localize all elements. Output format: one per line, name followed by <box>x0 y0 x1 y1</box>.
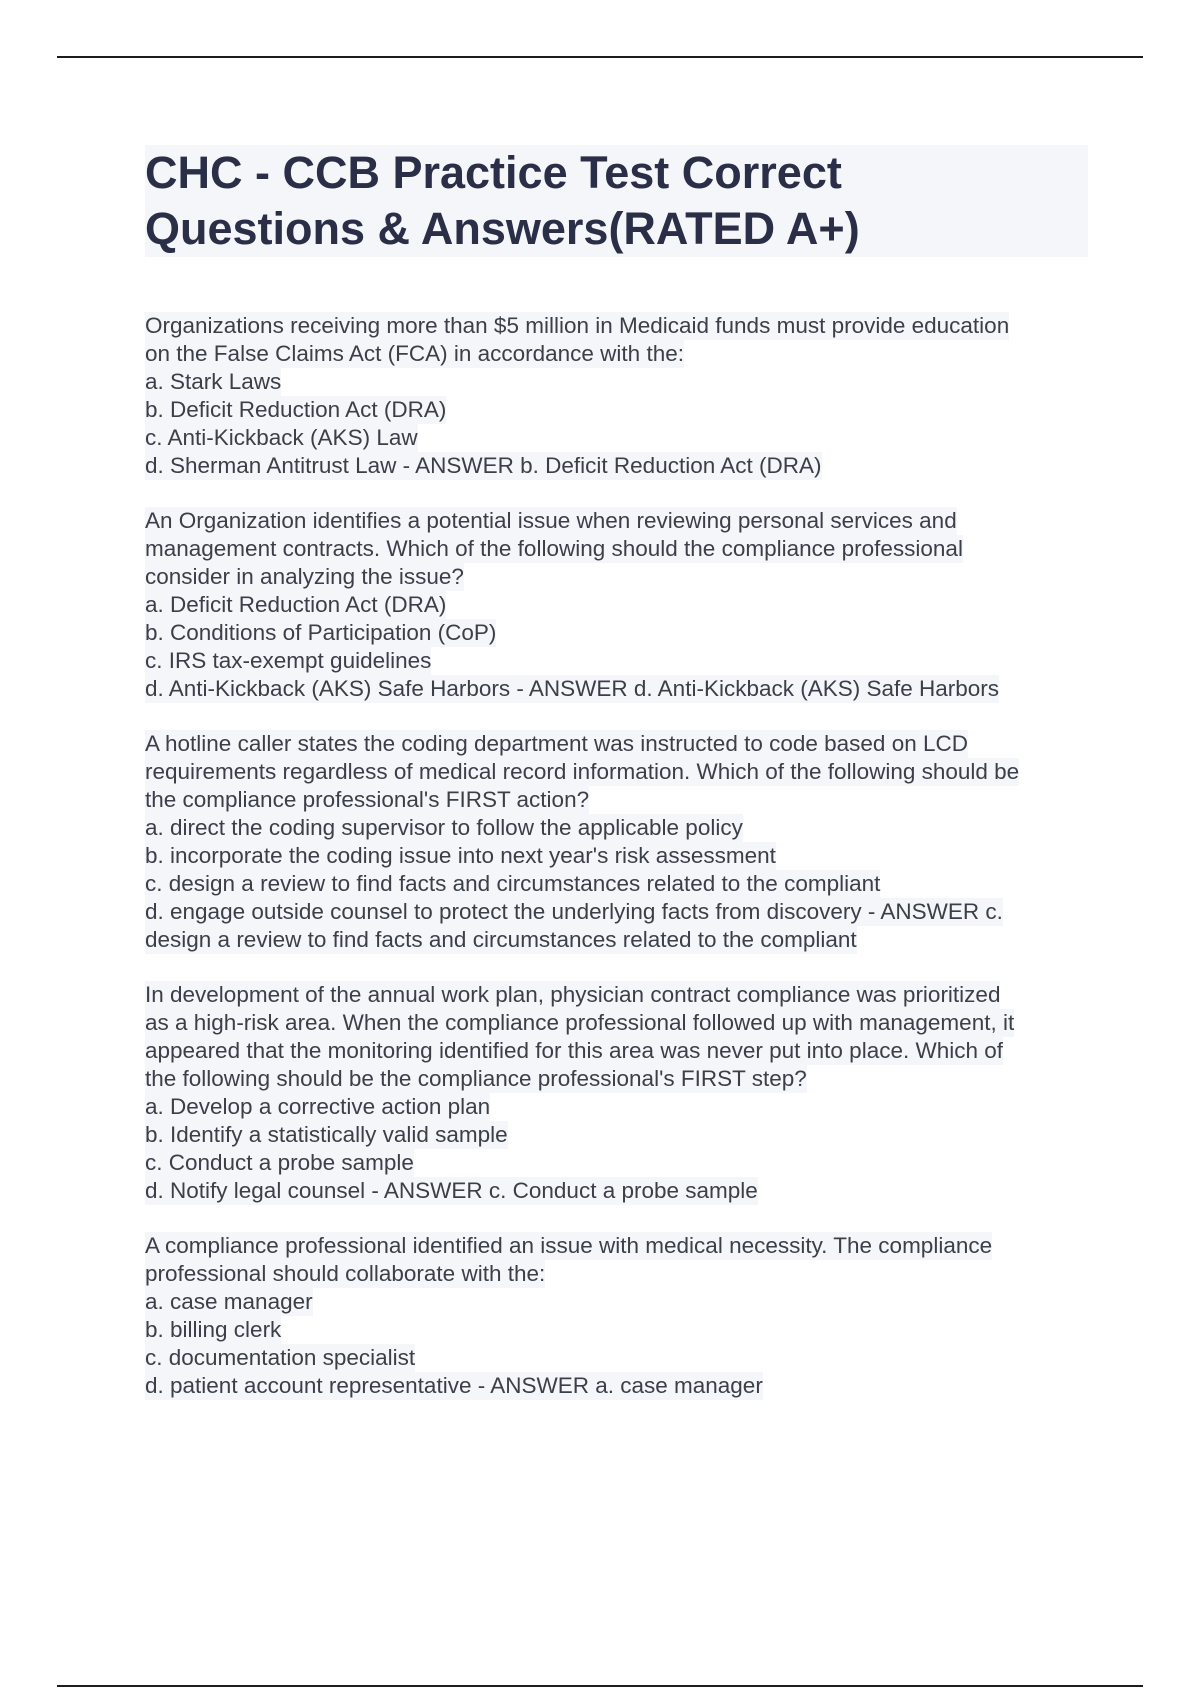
question-line: A compliance professional identified an issue with medical necessity. The compliance <box>145 1233 993 1258</box>
question-block <box>145 507 1095 703</box>
option-line: a. direct the coding supervisor to follow the applicable policy <box>145 815 743 840</box>
question-block <box>145 981 1095 1205</box>
document-title <box>145 145 860 257</box>
answer-line: design a review to find facts and circumstances related to the compliant <box>145 927 857 952</box>
title-line: Questions & Answers(RATED A+) <box>145 203 860 254</box>
option-line: b. Conditions of Participation (CoP) <box>145 620 497 645</box>
top-rule <box>57 56 1143 58</box>
question-line: professional should collaborate with the: <box>145 1261 546 1286</box>
question-line: the compliance professional's FIRST action? <box>145 787 590 812</box>
question-line: Organizations receiving more than $5 million in Medicaid funds must provide education <box>145 313 1010 338</box>
option-line: b. incorporate the coding issue into next year's risk assessment <box>145 843 776 868</box>
option-line: b. Deficit Reduction Act (DRA) <box>145 397 447 422</box>
answer-line: d. Sherman Antitrust Law - ANSWER b. Deficit Reduction Act (DRA) <box>145 453 822 478</box>
question-block <box>145 312 1095 480</box>
question-line: In development of the annual work plan, physician contract compliance was prioritized <box>145 982 1001 1007</box>
question-line: requirements regardless of medical record information. Which of the following should be <box>145 759 1020 784</box>
question-line: A hotline caller states the coding department was instructed to code based on LCD <box>145 731 968 756</box>
title-line: CHC - CCB Practice Test Correct <box>145 147 842 198</box>
answer-line: d. Anti-Kickback (AKS) Safe Harbors - ANSWER d. Anti-Kickback (AKS) Safe Harbors <box>145 676 1000 701</box>
question-line: An Organization identifies a potential issue when reviewing personal services and <box>145 508 957 533</box>
option-line: b. Identify a statistically valid sample <box>145 1122 508 1147</box>
option-line: a. Stark Laws <box>145 369 282 394</box>
option-line: a. Deficit Reduction Act (DRA) <box>145 592 447 617</box>
question-block <box>145 1232 1095 1400</box>
answer-line: d. patient account representative - ANSWER a. case manager <box>145 1373 763 1398</box>
question-line: consider in analyzing the issue? <box>145 564 464 589</box>
question-line: management contracts. Which of the following should the compliance professional <box>145 536 963 561</box>
question-block <box>145 730 1095 954</box>
answer-line: d. Notify legal counsel - ANSWER c. Conduct a probe sample <box>145 1178 758 1203</box>
question-list <box>145 312 1095 1427</box>
question-line: as a high-risk area. When the compliance professional followed up with management, it <box>145 1010 1015 1035</box>
option-line: b. billing clerk <box>145 1317 282 1342</box>
option-line: c. Anti-Kickback (AKS) Law <box>145 425 418 450</box>
answer-line: d. engage outside counsel to protect the underlying facts from discovery - ANSWER c. <box>145 899 1003 924</box>
option-line: c. Conduct a probe sample <box>145 1150 414 1175</box>
question-line: on the False Claims Act (FCA) in accordance with the: <box>145 341 684 366</box>
option-line: c. design a review to find facts and circumstances related to the compliant <box>145 871 881 896</box>
bottom-rule <box>57 1685 1143 1687</box>
option-line: a. Develop a corrective action plan <box>145 1094 491 1119</box>
option-line: c. documentation specialist <box>145 1345 416 1370</box>
option-line: a. case manager <box>145 1289 313 1314</box>
question-line: appeared that the monitoring identified for this area was never put into place. Which of <box>145 1038 1003 1063</box>
option-line: c. IRS tax-exempt guidelines <box>145 648 432 673</box>
question-line: the following should be the compliance professional's FIRST step? <box>145 1066 807 1091</box>
